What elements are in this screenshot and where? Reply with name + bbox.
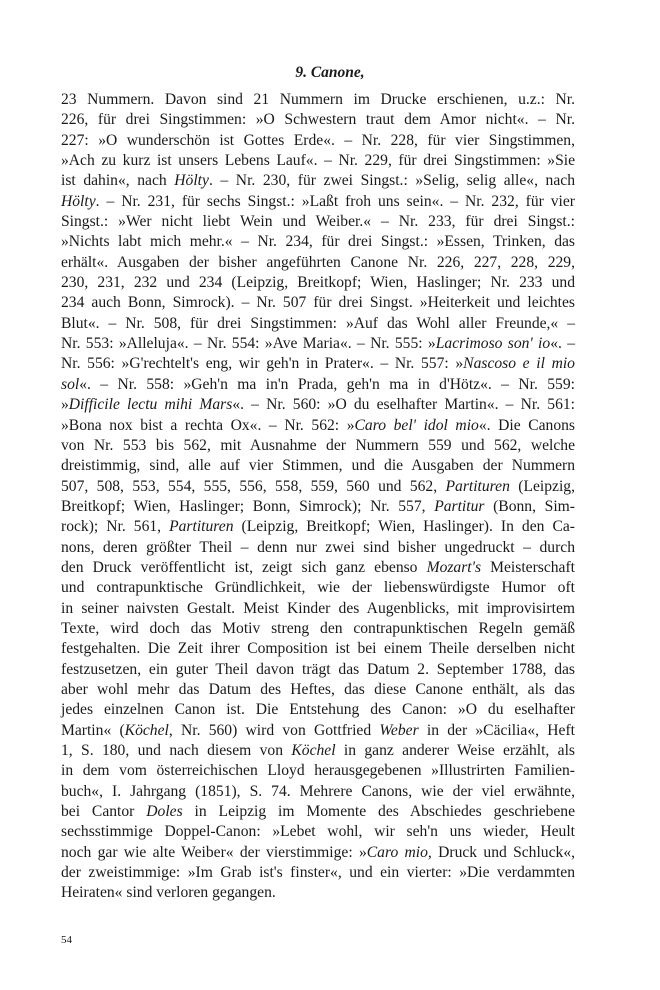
text-line — [61, 660, 575, 680]
text-run: jedes einzelnen Canon ist. Die Entstehung des Canon: »O du eselhafter — [61, 701, 575, 719]
italic-run: Hölty — [61, 192, 96, 210]
body-paragraph — [61, 90, 575, 904]
text-line — [61, 497, 575, 517]
italic-run: Nascoso e il mio — [463, 355, 575, 373]
page-number: 54 — [61, 934, 72, 946]
text-run: Blut«. – Nr. 508, für drei Singstimmen: »Auf das Wohl aller Freunde,« – — [61, 314, 575, 332]
text-run: Singst.: »Wer nicht liebt Wein und Weiber.« – Nr. 233, für drei Singst.: — [61, 213, 575, 231]
text-line — [61, 131, 575, 151]
text-run: und contrapunktische Gründlichkeit, wie der liebenswürdigste Humor oft — [61, 579, 575, 597]
text-run: , Nr. 560) wird von Gottfried — [168, 721, 380, 739]
text-line — [61, 578, 575, 598]
text-run: «. Die Canons — [478, 416, 576, 434]
italic-run: Partituren — [445, 477, 510, 495]
italic-run: Köchel — [291, 742, 336, 759]
italic-run: sol — [61, 375, 80, 393]
text-run: der zweistimmige: »Im Grab ist's finster«, und ein vierter: »Die verdammten — [61, 864, 575, 882]
text-run: Martin« ( — [61, 721, 125, 739]
text-line — [61, 883, 575, 903]
text-line — [61, 843, 575, 863]
text-line — [61, 782, 575, 802]
text-line — [61, 761, 575, 781]
italic-run: Köchel — [124, 721, 169, 739]
text-run: Heiraten« sind verloren gegangen. — [61, 884, 276, 902]
text-run: » — [61, 396, 69, 414]
text-line — [61, 171, 575, 191]
text-run: . – Nr. 230, für zwei Singst.: »Selig, selig alle«, nach — [208, 172, 575, 190]
text-run: in dem vom österreichischen Lloyd herausgegebenen »Illustrirten Familien- — [61, 762, 575, 780]
text-run: »Ach zu kurz ist unsers Lebens Lauf«. – Nr. 229, für drei Singstimmen: »Sie — [61, 152, 575, 170]
text-run: dreistimmig, sind, alle auf vier Stimmen, und die Ausgaben der Nummern — [61, 457, 575, 475]
text-line — [61, 538, 575, 558]
text-run: festzusetzen, ein guter Theil davon trägt das Datum 2. September 1788, das — [61, 660, 575, 678]
section-heading: 9. Canone, — [295, 64, 365, 81]
text-line — [61, 863, 575, 883]
text-run: Meisterschaft — [481, 558, 576, 576]
text-run: 226, für drei Singstimmen: »O Schwestern traut dem Amor nicht«. – Nr. — [61, 111, 575, 129]
text-run: von Nr. 553 bis 562, mit Ausnahme der Nummern 559 und 562, welche — [61, 436, 575, 454]
text-line — [61, 436, 575, 456]
text-run: nons, deren größter Theil – denn nur zwei sind bisher ungedruckt – durch — [61, 538, 575, 556]
text-run: (Leipzig, — [509, 477, 575, 495]
text-run: erhält«. Ausgaben der bisher angeführten Canone Nr. 226, 227, 228, 229, — [61, 253, 575, 271]
italic-run: Mozart's — [426, 558, 482, 576]
text-line — [61, 395, 575, 415]
italic-run: Partitur — [434, 497, 485, 515]
text-line — [61, 90, 575, 110]
text-line — [61, 802, 575, 822]
text-run: 234 auch Bonn, Simrock). – Nr. 507 für drei Singst. »Heiterkeit und leichtes — [61, 294, 575, 312]
text-run: 507, 508, 553, 554, 555, 556, 558, 559, 560 und 562, — [61, 477, 446, 495]
italic-run: Difficile lectu mihi Mars — [68, 396, 233, 414]
text-run: sechsstimmige Doppel-Canon: »Lebet wohl, wir seh'n uns wieder, Heult — [61, 823, 575, 841]
text-run: in der »Cäcilia«, Heft — [418, 721, 575, 739]
text-line — [61, 273, 575, 293]
text-line — [61, 375, 575, 395]
text-run: buch«, I. Jahrgang (1851), S. 74. Mehrere Canons, wie der viel erwähnte, — [61, 782, 575, 800]
text-run: rock); Nr. 561, — [61, 518, 170, 536]
text-run: in Leipzig im Momente des Abschiedes geschriebene — [182, 803, 576, 821]
text-run: noch gar wie alte Weiber« der vierstimmige: » — [61, 843, 367, 861]
text-run: . – Nr. 231, für sechs Singst.: »Laßt froh uns sein«. – Nr. 232, für vier — [95, 192, 575, 210]
text-line — [61, 619, 575, 639]
text-line — [61, 680, 575, 700]
text-line — [61, 212, 575, 232]
text-run: den Druck veröffentlicht ist, zeigt sich ganz ebenso — [61, 558, 427, 576]
text-run: in ganz anderer Weise erzählt, als — [335, 742, 575, 759]
text-run: 230, 231, 232 und 234 (Leipzig, Breitkopf; Wien, Haslinger; Nr. 233 und — [61, 274, 575, 292]
text-line — [61, 232, 575, 252]
text-run: festgehalten. Die Zeit ihrer Composition ist bei einem Theile derselben nicht — [61, 640, 575, 658]
text-line — [61, 456, 575, 476]
text-line — [61, 416, 575, 436]
italic-run: Lacrimoso son' io — [435, 335, 551, 353]
text-run: ist dahin«, nach — [61, 172, 175, 190]
italic-run: Caro mio, — [366, 843, 432, 861]
text-line — [61, 700, 575, 720]
italic-run: Hölty — [174, 172, 209, 190]
text-line — [61, 822, 575, 842]
text-line — [61, 354, 575, 374]
text-line — [61, 293, 575, 313]
text-line — [61, 639, 575, 659]
text-run: Nr. 556: »G'rechtelt's eng, wir geh'n in Prater«. – Nr. 557: » — [61, 355, 464, 373]
text-run: in seiner naivsten Gestalt. Meist Kinder des Augenblicks, mit improvisirtem — [61, 599, 575, 617]
text-line — [61, 151, 575, 171]
text-line — [61, 314, 575, 334]
text-line — [61, 253, 575, 273]
text-line — [61, 192, 575, 212]
text-run: Nr. 553: »Alleluja«. – Nr. 554: »Ave Maria«. – Nr. 555: » — [61, 335, 436, 353]
text-run: Texte, wird doch das Motiv streng den contrapunktischen Regeln gemäß — [61, 619, 575, 637]
text-line — [61, 599, 575, 619]
text-run: »Bona nox bist a rechta Ox«. – Nr. 562: » — [61, 416, 355, 434]
text-run: Druck und Schluck«, — [431, 843, 576, 861]
italic-run: Partituren — [169, 518, 234, 536]
text-line — [61, 721, 575, 741]
text-run: «. – Nr. 558: »Geh'n ma in'n Prada, geh'n ma in d'Hötz«. – Nr. 559: — [79, 375, 575, 393]
text-run: bei Cantor — [61, 803, 147, 821]
text-run: (Bonn, Sim- — [484, 497, 575, 515]
text-run: 23 Nummern. Davon sind 21 Nummern im Drucke erschienen, u.z.: Nr. — [61, 91, 575, 108]
text-line — [61, 334, 575, 354]
italic-run: Weber — [379, 721, 419, 739]
text-run: (Leipzig, Breitkopf; Wien, Haslinger). In den Ca- — [233, 518, 575, 536]
text-run: Breitkopf; Wien, Haslinger; Bonn, Simrock); Nr. 557, — [61, 497, 435, 515]
italic-run: Caro bel' idol mio — [354, 416, 479, 434]
text-run: 227: »O wunderschön ist Gottes Erde«. – Nr. 228, für vier Singstimmen, — [61, 131, 575, 149]
text-line — [61, 517, 575, 537]
text-run: aber wohl mehr das Datum des Heftes, das diese Canone enthält, als das — [61, 680, 575, 698]
text-line — [61, 110, 575, 130]
italic-run: Doles — [146, 803, 183, 821]
text-line — [61, 558, 575, 578]
text-line — [61, 741, 575, 761]
text-run: «. – Nr. 560: »O du eselhafter Martin«. – Nr. 561: — [232, 396, 576, 414]
text-run: 1, S. 180, und nach diesem von — [61, 742, 292, 759]
text-line — [61, 477, 575, 497]
text-run: »Nichts labt mich mehr.« – Nr. 234, für drei Singst.: »Essen, Trinken, das — [61, 233, 575, 251]
text-run: «. – — [550, 335, 575, 353]
